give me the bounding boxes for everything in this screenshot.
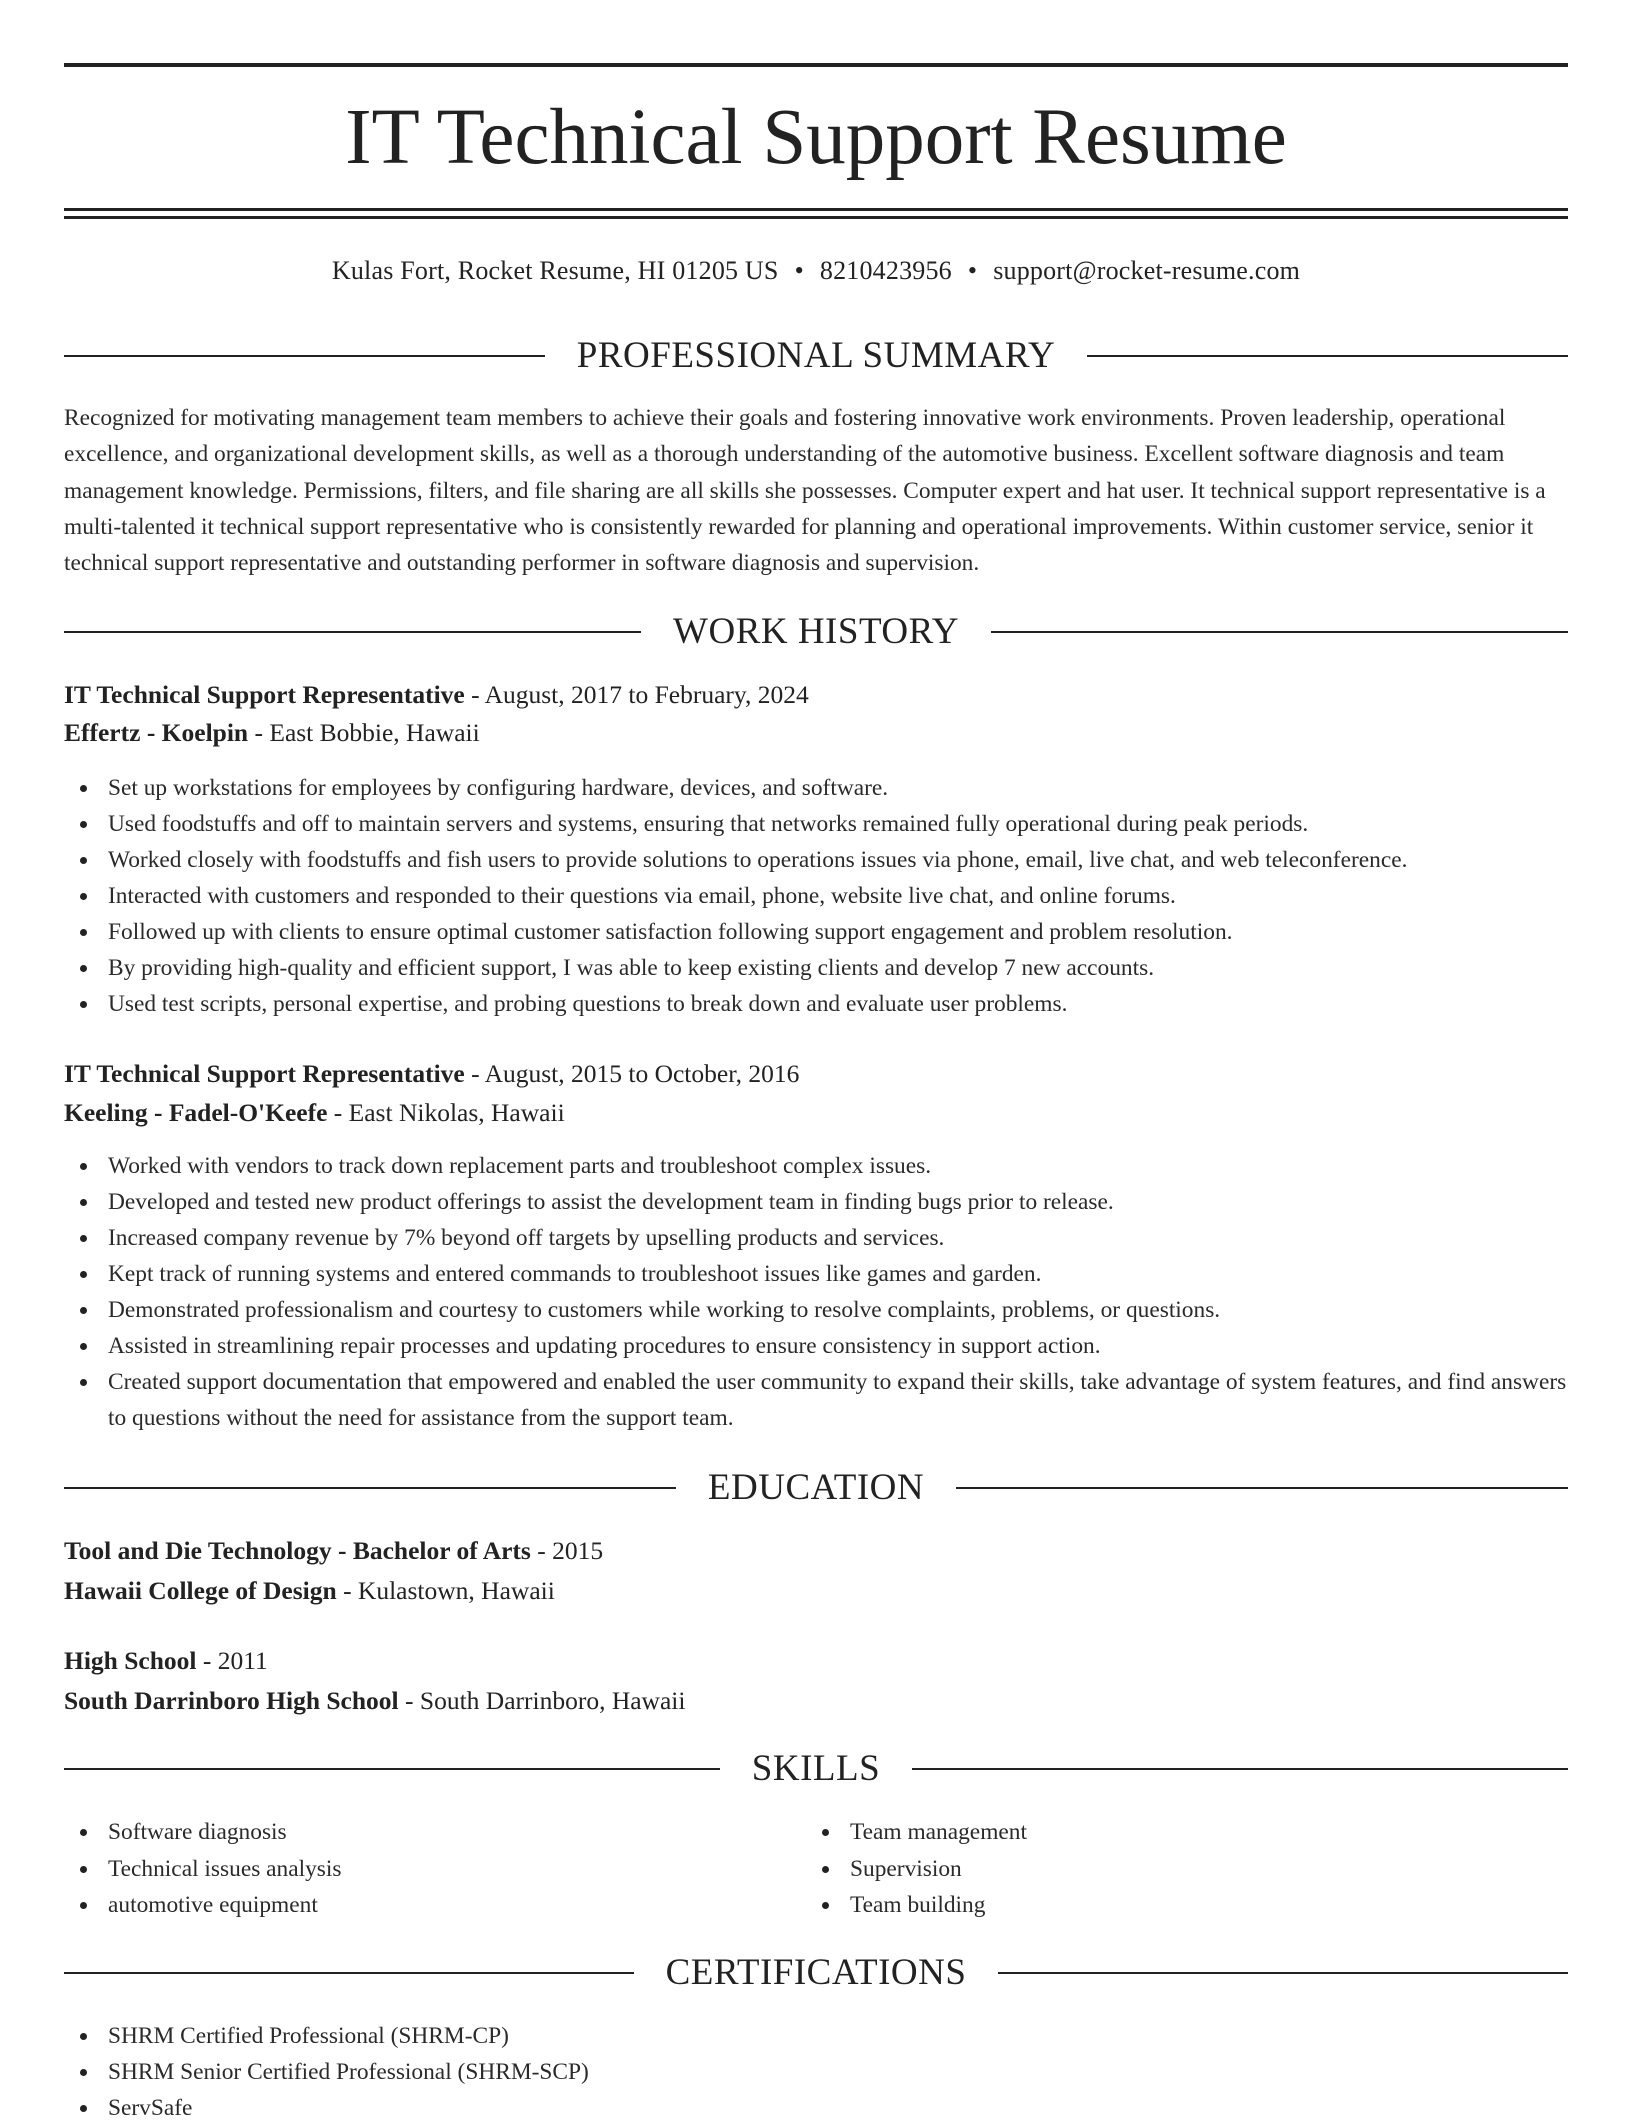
job-company: Keeling - Fadel-O'Keefe xyxy=(64,1098,328,1127)
contact-line xyxy=(64,254,1568,288)
skill-item: Software diagnosis xyxy=(64,1814,764,1851)
title-bottom-rule-2 xyxy=(64,216,1568,219)
heading-rule xyxy=(998,1972,1568,1974)
list-item: Set up workstations for employees by configuring hardware, devices, and software. xyxy=(64,770,1568,806)
skill-item: Team management xyxy=(806,1814,1506,1851)
list-item: Followed up with clients to ensure optimal customer satisfaction following support engagement and problem resolution. xyxy=(64,914,1568,950)
heading-rule xyxy=(64,631,641,633)
contact-separator: • xyxy=(794,256,804,285)
title-bottom-rule xyxy=(64,208,1568,211)
certification-list xyxy=(64,2018,1568,2126)
list-item: Used foodstuffs and off to maintain servers and systems, ensuring that networks remained fully operational during peak periods. xyxy=(64,806,1568,842)
section-heading-label: WORK HISTORY xyxy=(673,611,959,652)
education-year: - 2011 xyxy=(196,1646,268,1675)
education-school-line xyxy=(64,1684,1568,1718)
heading-rule xyxy=(64,1972,634,1974)
list-item: Demonstrated professionalism and courtesy to customers while working to resolve complaints, problems, or questions. xyxy=(64,1292,1568,1328)
list-item: Worked closely with foodstuffs and fish users to provide solutions to operations issues via phone, email, live chat, and web teleconference. xyxy=(64,842,1568,878)
job-bullet-list xyxy=(64,1148,1568,1436)
education-school: Hawaii College of Design xyxy=(64,1576,337,1605)
certification-item: ServSafe xyxy=(64,2090,1568,2126)
list-item: Increased company revenue by 7% beyond off targets by upselling products and services. xyxy=(64,1220,1568,1256)
education-degree-line xyxy=(64,1644,1568,1678)
job-title: IT Technical Support Representative xyxy=(64,1059,465,1088)
education-degree: Tool and Die Technology - Bachelor of Arts xyxy=(64,1536,531,1565)
skills-list-left xyxy=(64,1814,764,1924)
certification-item: SHRM Senior Certified Professional (SHRM-SCP) xyxy=(64,2054,1568,2090)
contact-separator: • xyxy=(967,256,978,285)
list-item: Developed and tested new product offerings to assist the development team in finding bugs prior to release. xyxy=(64,1184,1568,1220)
education-location: - Kulastown, Hawaii xyxy=(336,1576,555,1605)
skill-item: Team building xyxy=(806,1887,1506,1924)
skill-item: Supervision xyxy=(806,1851,1506,1888)
contact-email[interactable]: support@rocket-resume.com xyxy=(993,256,1301,285)
section-heading-education xyxy=(64,1467,1568,1509)
section-heading-label: EDUCATION xyxy=(707,1467,925,1508)
job-location: - East Bobbie, Hawaii xyxy=(248,718,480,747)
heading-rule xyxy=(1087,355,1568,357)
skills-list-right xyxy=(806,1814,1506,1924)
education-school-line xyxy=(64,1574,1568,1608)
summary-text: Recognized for motivating management team members to achieve their goals and fostering innovative work environments. Proven leadership, operational excellence, and organizational development skills, as well as a thorough understanding of the automotive business. Excellent software diagnosis and team management knowledge. Permissions, filters, and file sharing are all skills she possesses. Computer expert and hat user. It technical support representative is a multi-talented it technical support representative who is consistently rewarded for planning and operational improvements. Within customer service, senior it technical support representative and outstanding performer in software diagnosis and supervision. xyxy=(64,405,1546,577)
section-heading-summary xyxy=(64,335,1568,377)
job-location: - East Nikolas, Hawaii xyxy=(327,1098,565,1127)
list-item: Kept track of running systems and entered commands to troubleshoot issues like games and garden. xyxy=(64,1256,1568,1292)
job-company-line xyxy=(64,1096,1568,1130)
education-year: - 2015 xyxy=(530,1536,604,1565)
education-degree-line xyxy=(64,1534,1568,1568)
section-heading-skills xyxy=(64,1748,1568,1790)
heading-rule xyxy=(912,1768,1568,1770)
certification-item: SHRM Certified Professional (SHRM-CP) xyxy=(64,2018,1568,2054)
job-company: Effertz - Koelpin xyxy=(64,718,249,747)
job-title-line xyxy=(64,1057,1568,1091)
list-item: Worked with vendors to track down replacement parts and troubleshoot complex issues. xyxy=(64,1148,1568,1184)
resume-title: IT Technical Support Resume xyxy=(345,94,1287,181)
job-bullet-list xyxy=(64,770,1568,1022)
job-title-line xyxy=(64,678,1568,712)
heading-rule xyxy=(991,631,1568,633)
section-heading-label: SKILLS xyxy=(751,1748,881,1789)
heading-rule xyxy=(64,1768,720,1770)
job-company-line xyxy=(64,716,1568,750)
heading-rule xyxy=(64,355,545,357)
list-item: Interacted with customers and responded to their questions via email, phone, website live chat, and online forums. xyxy=(64,878,1568,914)
education-school: South Darrinboro High School xyxy=(64,1686,399,1715)
heading-rule xyxy=(956,1487,1568,1489)
education-location: - South Darrinboro, Hawaii xyxy=(398,1686,686,1715)
job-dates: - August, 2017 to February, 2024 xyxy=(464,680,809,709)
title-top-rule xyxy=(64,63,1568,67)
list-item: Used test scripts, personal expertise, and probing questions to break down and evaluate user problems. xyxy=(64,986,1568,1022)
heading-rule xyxy=(64,1487,676,1489)
list-item: Assisted in streamlining repair processes and updating procedures to ensure consistency in support action. xyxy=(64,1328,1568,1364)
skill-item: Technical issues analysis xyxy=(64,1851,764,1888)
section-heading-label: PROFESSIONAL SUMMARY xyxy=(576,335,1056,376)
job-title: IT Technical Support Representative xyxy=(64,680,465,709)
section-heading-label: CERTIFICATIONS xyxy=(665,1952,967,1993)
section-heading-work-history xyxy=(64,611,1568,653)
education-degree: High School xyxy=(64,1646,197,1675)
skill-item: automotive equipment xyxy=(64,1887,764,1924)
list-item: Created support documentation that empowered and enabled the user community to expand their skills, take advantage of system features, and find answers to questions without the need for assistance from the support team. xyxy=(64,1364,1568,1436)
section-heading-certifications xyxy=(64,1952,1568,1994)
job-dates: - August, 2015 to October, 2016 xyxy=(464,1059,800,1088)
contact-address: Kulas Fort, Rocket Resume, HI 01205 US xyxy=(331,256,779,285)
list-item: By providing high-quality and efficient support, I was able to keep existing clients and develop 7 new accounts. xyxy=(64,950,1568,986)
contact-phone: 8210423956 xyxy=(819,256,952,285)
